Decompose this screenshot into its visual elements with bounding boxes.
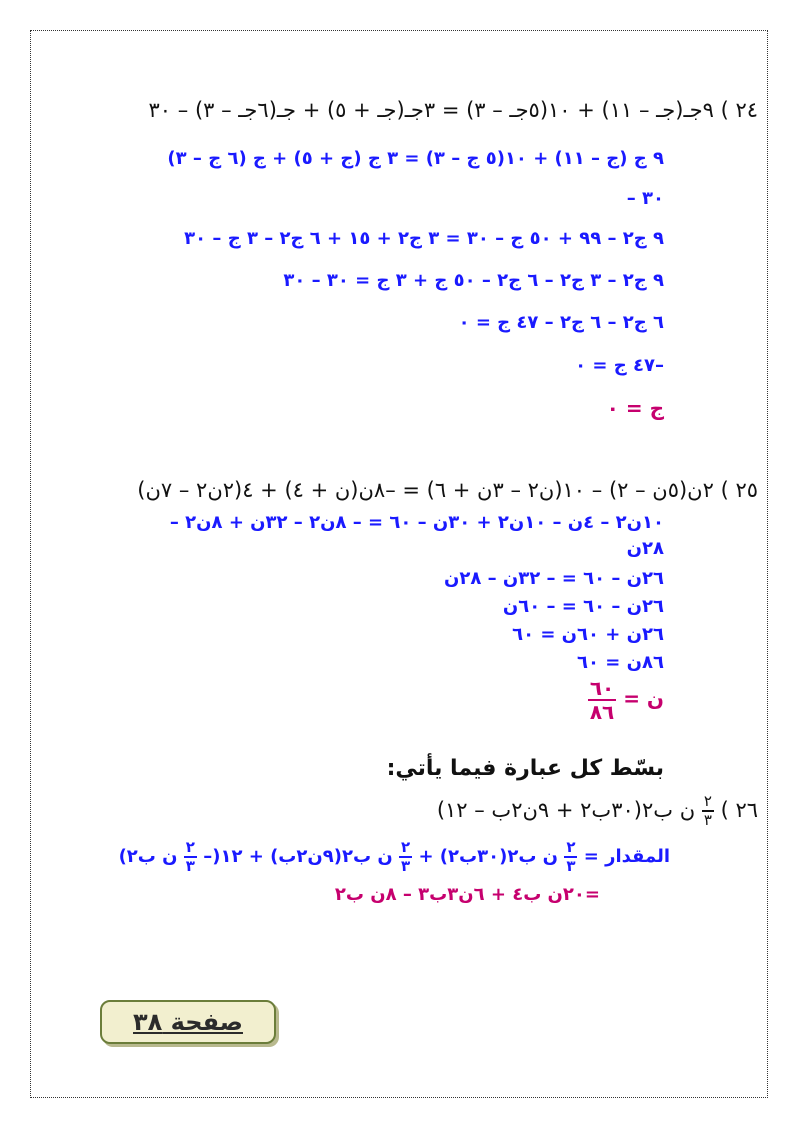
fraction-denominator: ٣ — [185, 857, 195, 875]
problem-26-expression: ن ب٢(٣٠ب٢ + ٩ن٢ب – ١٢) — [436, 798, 696, 822]
step-text: ن ب٢(٣٠ب٢) + — [418, 846, 559, 867]
section-heading: بسّط كل عبارة فيما يأتي: — [386, 756, 664, 781]
answer-fraction — [588, 678, 616, 722]
fraction-numerator: ٦٠ — [589, 676, 615, 700]
problem-26-label: ٢٦ ) — [720, 798, 758, 822]
problem-26-step-1 — [119, 840, 670, 874]
problem-24-step: –٤٧ ج = ٠ — [575, 355, 664, 376]
problem-25-step: ٢٦ن – ٦٠ = – ٦٠ن — [502, 596, 664, 617]
problem-26-fraction — [702, 794, 714, 828]
problem-24-step: – ٣٠ — [626, 188, 664, 209]
fraction — [564, 840, 577, 874]
fraction-numerator: ٢ — [185, 838, 195, 856]
problem-24-step: ٩ ج٢ – ٩٩ + ٥٠ ج – ٣٠ = ٣ ج٢ + ١٥ + ٦ ج٢ – ٣ ج – ٣٠ — [184, 228, 664, 249]
problem-25-step: ٢٦ن – ٦٠ = – ٣٢ن – ٢٨ن — [443, 568, 664, 589]
fraction — [399, 840, 412, 874]
problem-25-step: ١٠ن٢ – ٤ن – ١٠ن٢ + ٣٠ن – ٦٠ = – ٨ن٢ – ٣٢ن + ٨ن٢ – — [169, 512, 664, 533]
step-text: ن ب٢) — [118, 846, 178, 867]
fraction — [184, 840, 197, 874]
fraction-denominator: ٣ — [566, 857, 576, 875]
problem-24-answer: ج = ٠ — [606, 396, 664, 420]
fraction-numerator: ٢ — [401, 838, 411, 856]
fraction-numerator: ٢ — [703, 792, 712, 810]
fraction-denominator: ٨٦ — [589, 700, 615, 724]
step-text: ن ب٢(٩ن٢ب) + ١٢(– — [203, 846, 393, 867]
fraction-numerator: ٢ — [566, 838, 576, 856]
problem-24-step: ٦ ج٢ – ٦ ج٢ – ٤٧ ج = ٠ — [458, 312, 664, 333]
page-number-badge — [100, 1000, 276, 1044]
problem-25-step: ٨٦ن = ٦٠ — [577, 652, 664, 673]
problem-24-step: ٩ ج (ج – ١١) + ١٠(٥ ج – ٣) = ٣ ج (ج + ٥) + ج (٦ ج – ٣) — [167, 148, 664, 169]
problem-25-step: ٢٨ن — [626, 538, 664, 559]
fraction-denominator: ٣ — [703, 811, 712, 829]
problem-25-statement: ٢٥ ) ٢ن(٥ن – ٢) – ١٠(ن٢ – ٣ن + ٦) = –٨ن(ن + ٤) + ٤(٢ن٢ – ٧ن) — [137, 478, 758, 502]
step-text: المقدار = — [583, 846, 670, 867]
problem-26-statement — [437, 794, 758, 828]
problem-25-answer — [588, 678, 664, 722]
problem-24-step: ٩ ج٢ – ٣ ج٢ – ٦ ج٢ – ٥٠ ج + ٣ ج = ٣٠ – ٣٠ — [283, 270, 664, 291]
problem-26-result: =٢٠ن ب٤ + ٦ن٣ب٣ – ٨ن ب٢ — [334, 884, 600, 905]
problem-24-statement: ٢٤ ) ٩جـ(جـ – ١١) + ١٠(٥جـ – ٣) = ٣جـ(جـ + ٥) + جـ(٦جـ – ٣) – ٣٠ — [148, 98, 758, 122]
answer-lhs: ن = — [623, 686, 664, 711]
problem-25-step: ٢٦ن + ٦٠ن = ٦٠ — [512, 624, 664, 645]
fraction-denominator: ٣ — [401, 857, 411, 875]
page-number-label: صفحة ٣٨ — [133, 1008, 243, 1036]
